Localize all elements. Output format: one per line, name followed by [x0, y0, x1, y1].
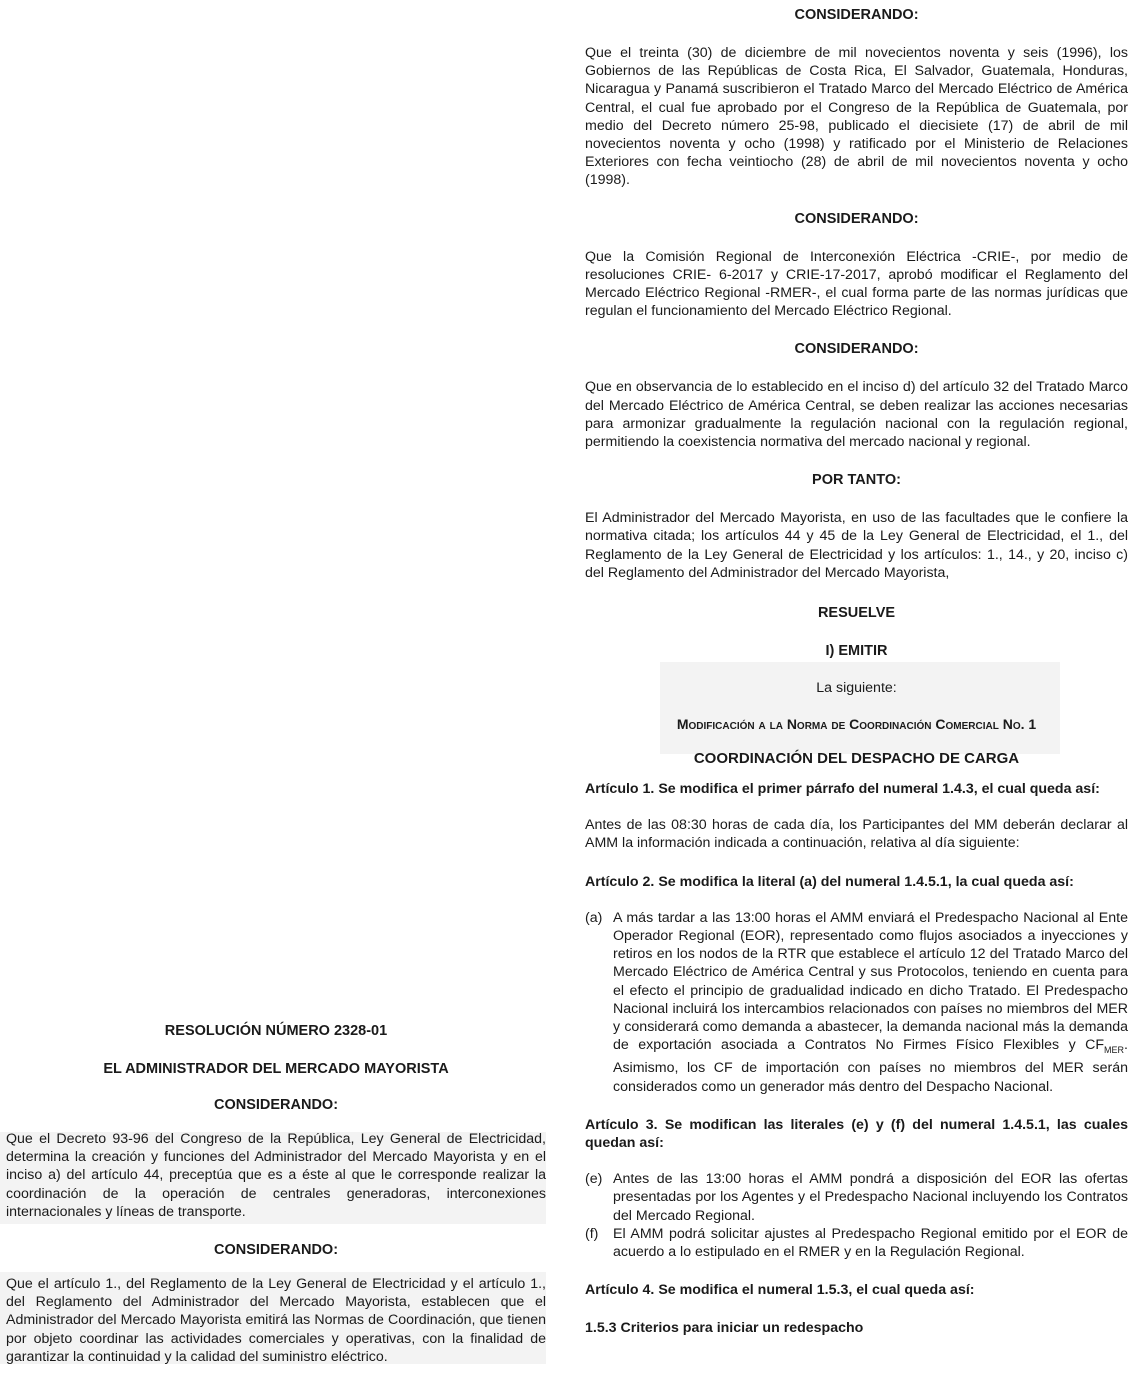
norma-subtitle: COORDINACIÓN DEL DESPACHO DE CARGA	[693, 750, 1020, 768]
article-paragraph: Antes de las 08:30 horas de cada día, los Participantes del MM deberán declarar al AMM la información indicada a continuación, relativa al día siguiente:	[585, 817, 1128, 852]
considerando-heading: CONSIDERANDO:	[213, 1097, 339, 1113]
sub-heading: 1.5.3 Criterios para iniciar un redespacho	[585, 1320, 864, 1337]
norma-title: Modificación a la Norma de Coordinación Comercial No. 1	[676, 716, 1037, 733]
article-heading: Artículo 2. Se modifica la literal (a) del numeral 1.4.5.1, la cual queda así:	[585, 873, 1074, 890]
considerando-paragraph: Que el treinta (30) de diciembre de mil novecientos noventa y seis (1996), los Gobiernos de las Repúblicas de Costa Rica, El Salvador, Guatemala, Honduras, Nicaragua y Panamá suscribieron el Tratado Marco del Mercado Eléctrico de América Central, el cual fue aprobado por el Congreso de la República de Guatemala, por medio del Decreto número 25-98, publicado el diecisiete (17) de abril de mil novecientos noventa y ocho (1998) y ratificado por el Ministerio de Relaciones Exteriores con fecha veintiocho (28) de abril de mil novecientos noventa y ocho (1998).	[585, 45, 1128, 189]
resuelve-heading: RESUELVE	[817, 605, 896, 622]
right-column	[585, 6, 1128, 1338]
item-label: (f)	[585, 1225, 599, 1242]
list-item	[585, 909, 1128, 1096]
considerando-paragraph: Que en observancia de lo establecido en el inciso d) del artículo 32 del Tratado Marco del Mercado Eléctrico de América Central, se deben realizar las acciones necesarias para armonizar gradualmente la regulación nacional con la regulación regional, permitiendo la coexistencia normativa del mercado nacional y regional.	[585, 379, 1128, 451]
item-list	[585, 1170, 1128, 1261]
considerando-heading: CONSIDERANDO:	[213, 1242, 339, 1259]
item-text: El AMM podrá solicitar ajustes al Predespacho Regional emitido por el EOR de acuerdo a lo estipulado en el RMER y en la Regulación Regional.	[613, 1225, 1128, 1260]
considerando-paragraph: Que la Comisión Regional de Interconexión Eléctrica -CRIE-, por medio de resoluciones CRIE- 6-2017 y CRIE-17-2017, aprobó modificar el Reglamento del Mercado Eléctrico Regional -RMER-, el cual forma parte de las normas jurídicas que regulan el funcionamiento del Mercado Eléctrico Regional.	[585, 248, 1128, 320]
article-heading: Artículo 4. Se modifica el numeral 1.5.3, el cual queda así:	[585, 1282, 975, 1299]
considerando-heading: CONSIDERANDO:	[794, 341, 919, 358]
administrador-title: EL ADMINISTRADOR DEL MERCADO MAYORISTA	[103, 1061, 449, 1077]
item-label: (e)	[585, 1171, 603, 1188]
item-label: (a)	[585, 909, 603, 926]
list-item	[585, 1170, 1128, 1225]
considerando-paragraph: Que el artículo 1., del Reglamento de la Ley General de Electricidad y el artículo 1., del Reglamento del Administrador del Mercado Mayorista, establecen que el Administrador del Mercado Mayorista emitirá las Normas de Coordinación, que tienen por objeto coordinar las actividades comerciales y operativas, con la finalidad de garantizar la continuidad y la calidad del suministro eléctrico.	[6, 1276, 546, 1365]
considerando-heading: CONSIDERANDO:	[794, 210, 919, 227]
article-heading: Artículo 1. Se modifica el primer párrafo del numeral 1.4.3, el cual queda así:	[585, 781, 1100, 798]
emitir-heading: I) EMITIR	[825, 643, 888, 660]
list-item	[585, 1225, 1128, 1261]
considerando-paragraph: Que el Decreto 93-96 del Congreso de la República, Ley General de Electricidad, determina la creación y funciones del Administrador del Mercado Mayorista y en el inciso a) del artículo 44, preceptúa que es a éste al que le corresponde realizar la coordinación de la operación de centrales generadoras, interconexiones internacionales y líneas de transporte.	[6, 1131, 546, 1220]
item-text: Antes de las 13:00 horas el AMM pondrá a disposición del EOR las ofertas presentadas por los Agentes y el Predespacho Nacional incluyendo los Contratos del Mercado Regional.	[613, 1171, 1128, 1224]
la-siguiente-text: La siguiente:	[816, 680, 897, 697]
por-tanto-paragraph: El Administrador del Mercado Mayorista, en uso de las facultades que le confiere la normativa citada; los artículos 44 y 45 de la Ley General de Electricidad, el 1., del Reglamento de la Ley General de Electricidad y los artículos: 1., 14., y 20, inciso c) del Reglamento del Administrador del Mercado Mayorista,	[585, 510, 1128, 581]
article-heading: Artículo 3. Se modifican las literales (e) y (f) del numeral 1.4.5.1, las cuales quedan así:	[585, 1116, 1128, 1151]
considerando-heading: CONSIDERANDO:	[794, 7, 919, 23]
por-tanto-heading: POR TANTO:	[812, 472, 901, 489]
item-text: A más tardar a las 13:00 horas el AMM enviará el Predespacho Nacional al Ente Operador Regional (EOR), representado como flujos asociados a inyecciones y retiros en los nodos de la RTR que establece el artículo 12 del Tratado Marco del Mercado Eléctrico de América Central y sus Protocolos, teniendo en cuenta para el efecto el principio de gradualidad indicado en dicho Tratado. El Predespacho Nacional incluirá los intercambios relacionados con países no miembros del MER y considerará como demanda a abastecer, la demanda nacional más la demanda de exportación asociada a Contratos No Firmes Físico Flexibles y $CF_{MER}$. Asimismo, los CF de importación con países no miembros del MER serán considerados como un generador más dentro del Despacho Nacional.	[613, 909, 1128, 1095]
left-column	[6, 1022, 546, 1366]
resolucion-title: RESOLUCIÓN NÚMERO 2328-01	[164, 1023, 388, 1039]
